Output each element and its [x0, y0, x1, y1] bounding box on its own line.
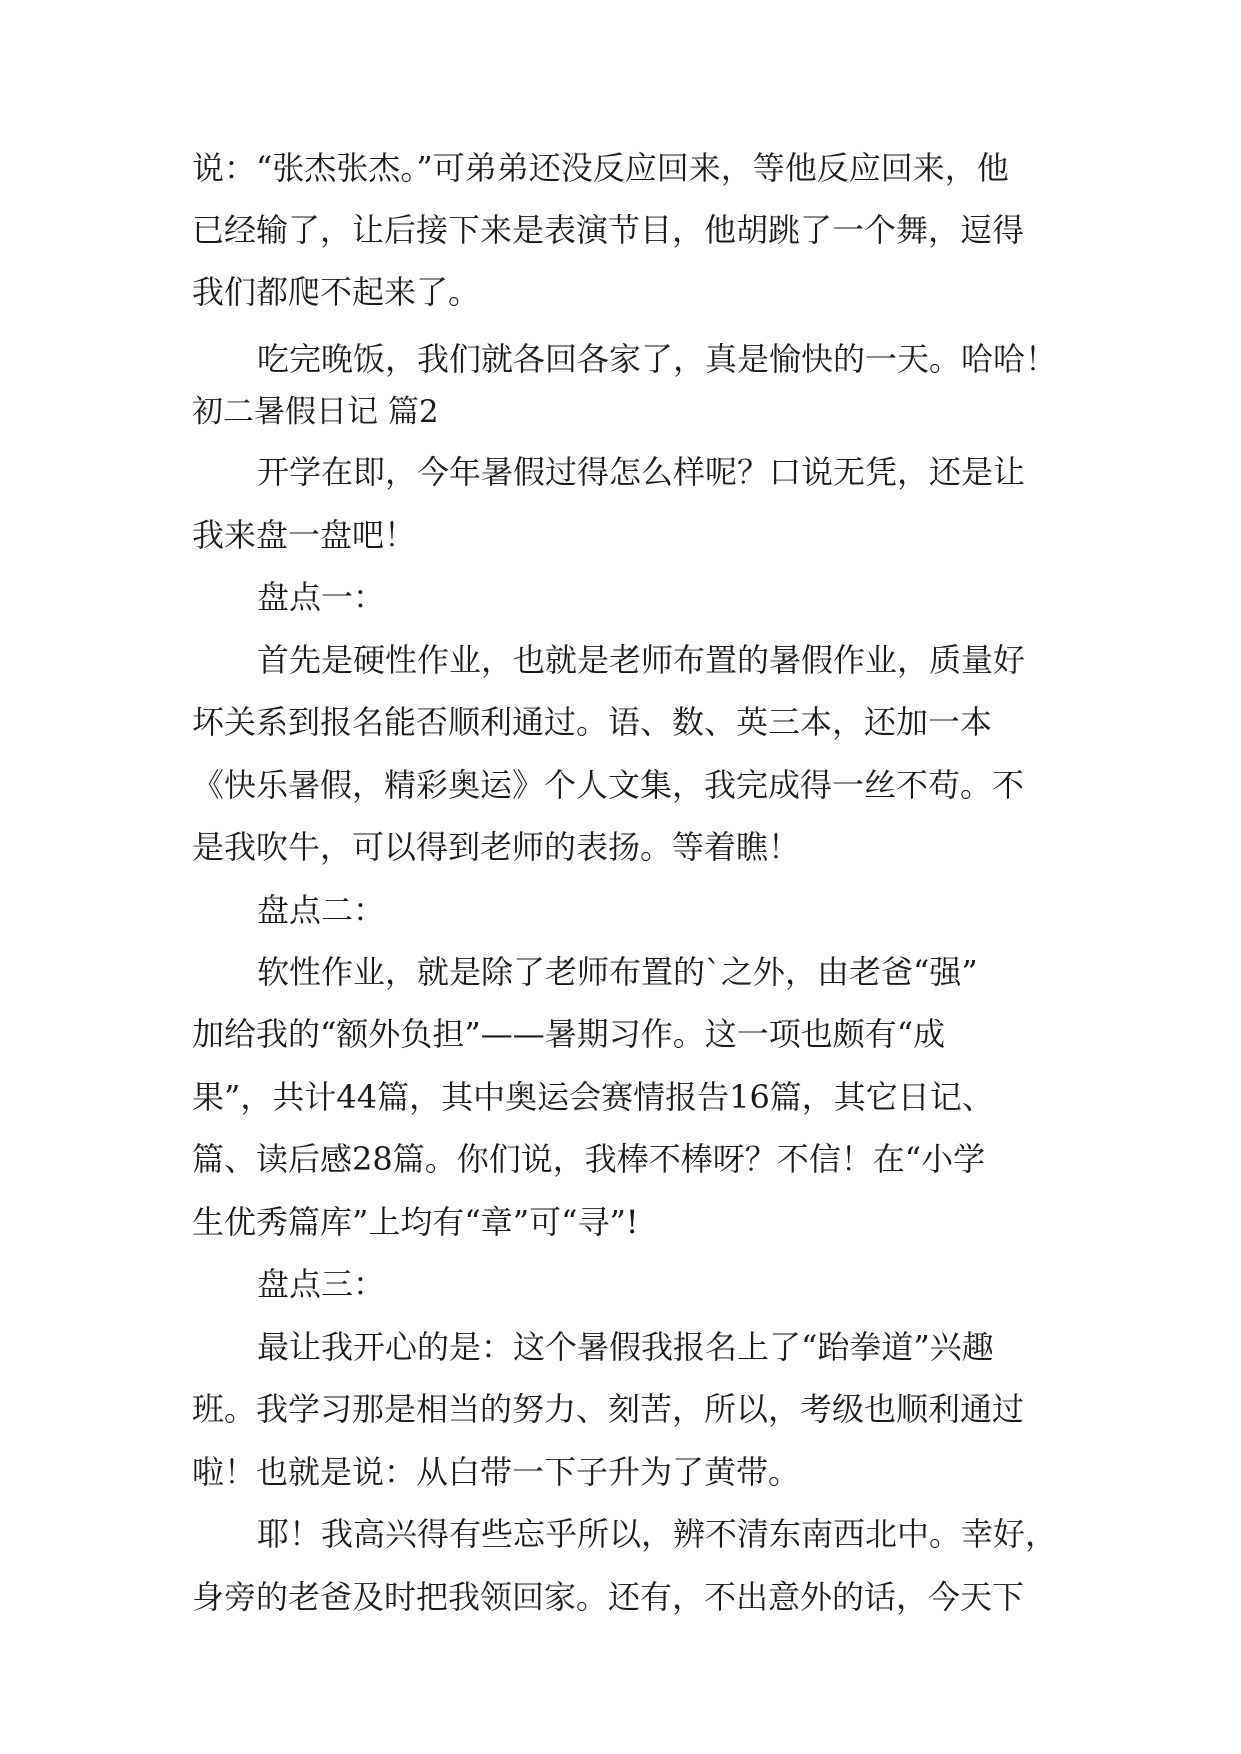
subheading-point-1: 盘点一：	[257, 578, 386, 616]
subheading-point-2: 盘点二：	[257, 891, 386, 929]
subheading-point-3: 盘点三：	[257, 1265, 386, 1303]
section-heading: 初二暑假日记 篇2	[192, 394, 439, 430]
text-line-10: 坏关系到报名能否顺利通过。语、数、英三本，还加一本	[192, 703, 993, 741]
text-line-11: 《快乐暑假，精彩奥运》个人文集，我完成得一丝不苟。不	[192, 766, 1025, 804]
text-line-20: 最让我开心的是：这个暑假我报名上了“跆拳道”兴趣	[257, 1328, 994, 1366]
text-line-16: 果”，共计44篇，其中奥运会赛情报告16篇，其它日记、	[192, 1078, 994, 1116]
text-line-17: 篇、读后感28篇。你们说，我棒不棒呀？不信！在“小学	[192, 1140, 986, 1178]
text-line-12: 是我吹牛，可以得到老师的表扬。等着瞧！	[192, 828, 801, 866]
text-line-18: 生优秀篇库”上均有“章”可“寻”!	[192, 1203, 639, 1241]
text-line-21: 班。我学习那是相当的努力、刻苦，所以，考级也顺利通过	[192, 1390, 1025, 1428]
text-line-15: 加给我的“额外负担”——暑期习作。这一项也颇有“成	[192, 1015, 946, 1053]
text-line-2: 已经输了，让后接下来是表演节目，他胡跳了一个舞，逗得	[192, 211, 1025, 249]
text-line-23: 耶！我高兴得有些忘乎所以，辨不清东南西北中。幸好，	[257, 1515, 1058, 1553]
text-line-24: 身旁的老爸及时把我领回家。还有，不出意外的话，今天下	[192, 1578, 1025, 1616]
text-line-1: 说：“张杰张杰。”可弟弟还没反应回来，等他反应回来，他	[192, 149, 1009, 187]
text-line-9: 首先是硬性作业，也就是老师布置的暑假作业，质量好	[257, 641, 1026, 679]
text-line-22: 啦！也就是说：从白带一下子升为了黄带。	[192, 1453, 801, 1491]
text-line-6: 开学在即，今年暑假过得怎么样呢？口说无凭，还是让	[257, 453, 1026, 491]
text-line-3: 我们都爬不起来了。	[192, 273, 481, 311]
text-line-14: 软性作业，就是除了老师布置的`之外，由老爸“强”	[257, 953, 978, 991]
text-line-7: 我来盘一盘吧！	[192, 516, 417, 554]
text-line-4: 吃完晚饭，我们就各回各家了，真是愉快的一天。哈哈！	[257, 340, 1058, 378]
